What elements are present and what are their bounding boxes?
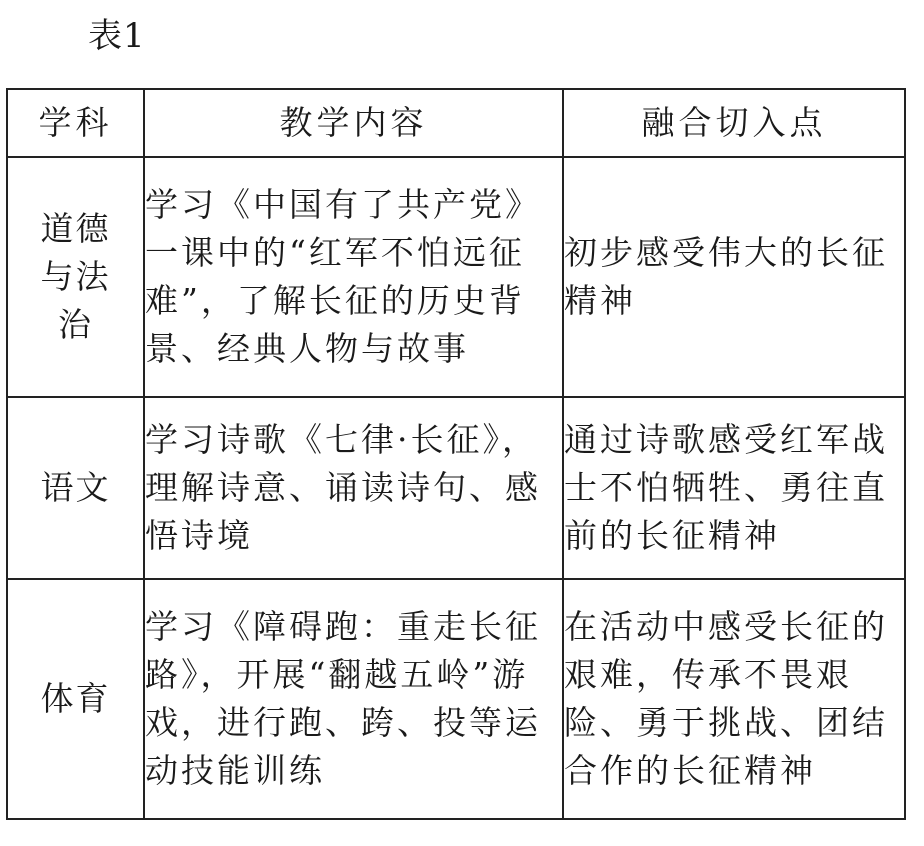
cell-content: 学习诗歌《七律·长征》，理解诗意、诵读诗句、感悟诗境 (144, 397, 563, 579)
cell-subject: 体育 (7, 579, 144, 819)
cell-content: 学习《中国有了共产党》一课中的“红军不怕远征难”，了解长征的历史背景、经典人物与故事 (144, 157, 563, 397)
table-row (7, 157, 905, 397)
cell-content: 学习《障碍跑：重走长征路》，开展“翻越五岭”游戏，进行跑、跨、投等运动技能训练 (144, 579, 563, 819)
cell-subject: 语文 (7, 397, 144, 579)
cell-subject: 道德与法治 (7, 157, 144, 397)
header-entry-point: 融合切入点 (563, 89, 905, 157)
table-header-row (7, 89, 905, 157)
table-row (7, 397, 905, 579)
cell-entry-point: 初步感受伟大的长征精神 (563, 157, 905, 397)
cell-entry-point: 通过诗歌感受红军战士不怕牺牲、勇往直前的长征精神 (563, 397, 905, 579)
table-caption: 表1 (88, 16, 146, 56)
cell-entry-point: 在活动中感受长征的艰难，传承不畏艰险、勇于挑战、团结合作的长征精神 (563, 579, 905, 819)
header-subject: 学科 (7, 89, 144, 157)
header-content: 教学内容 (144, 89, 563, 157)
curriculum-table (6, 88, 906, 820)
table-row (7, 579, 905, 819)
